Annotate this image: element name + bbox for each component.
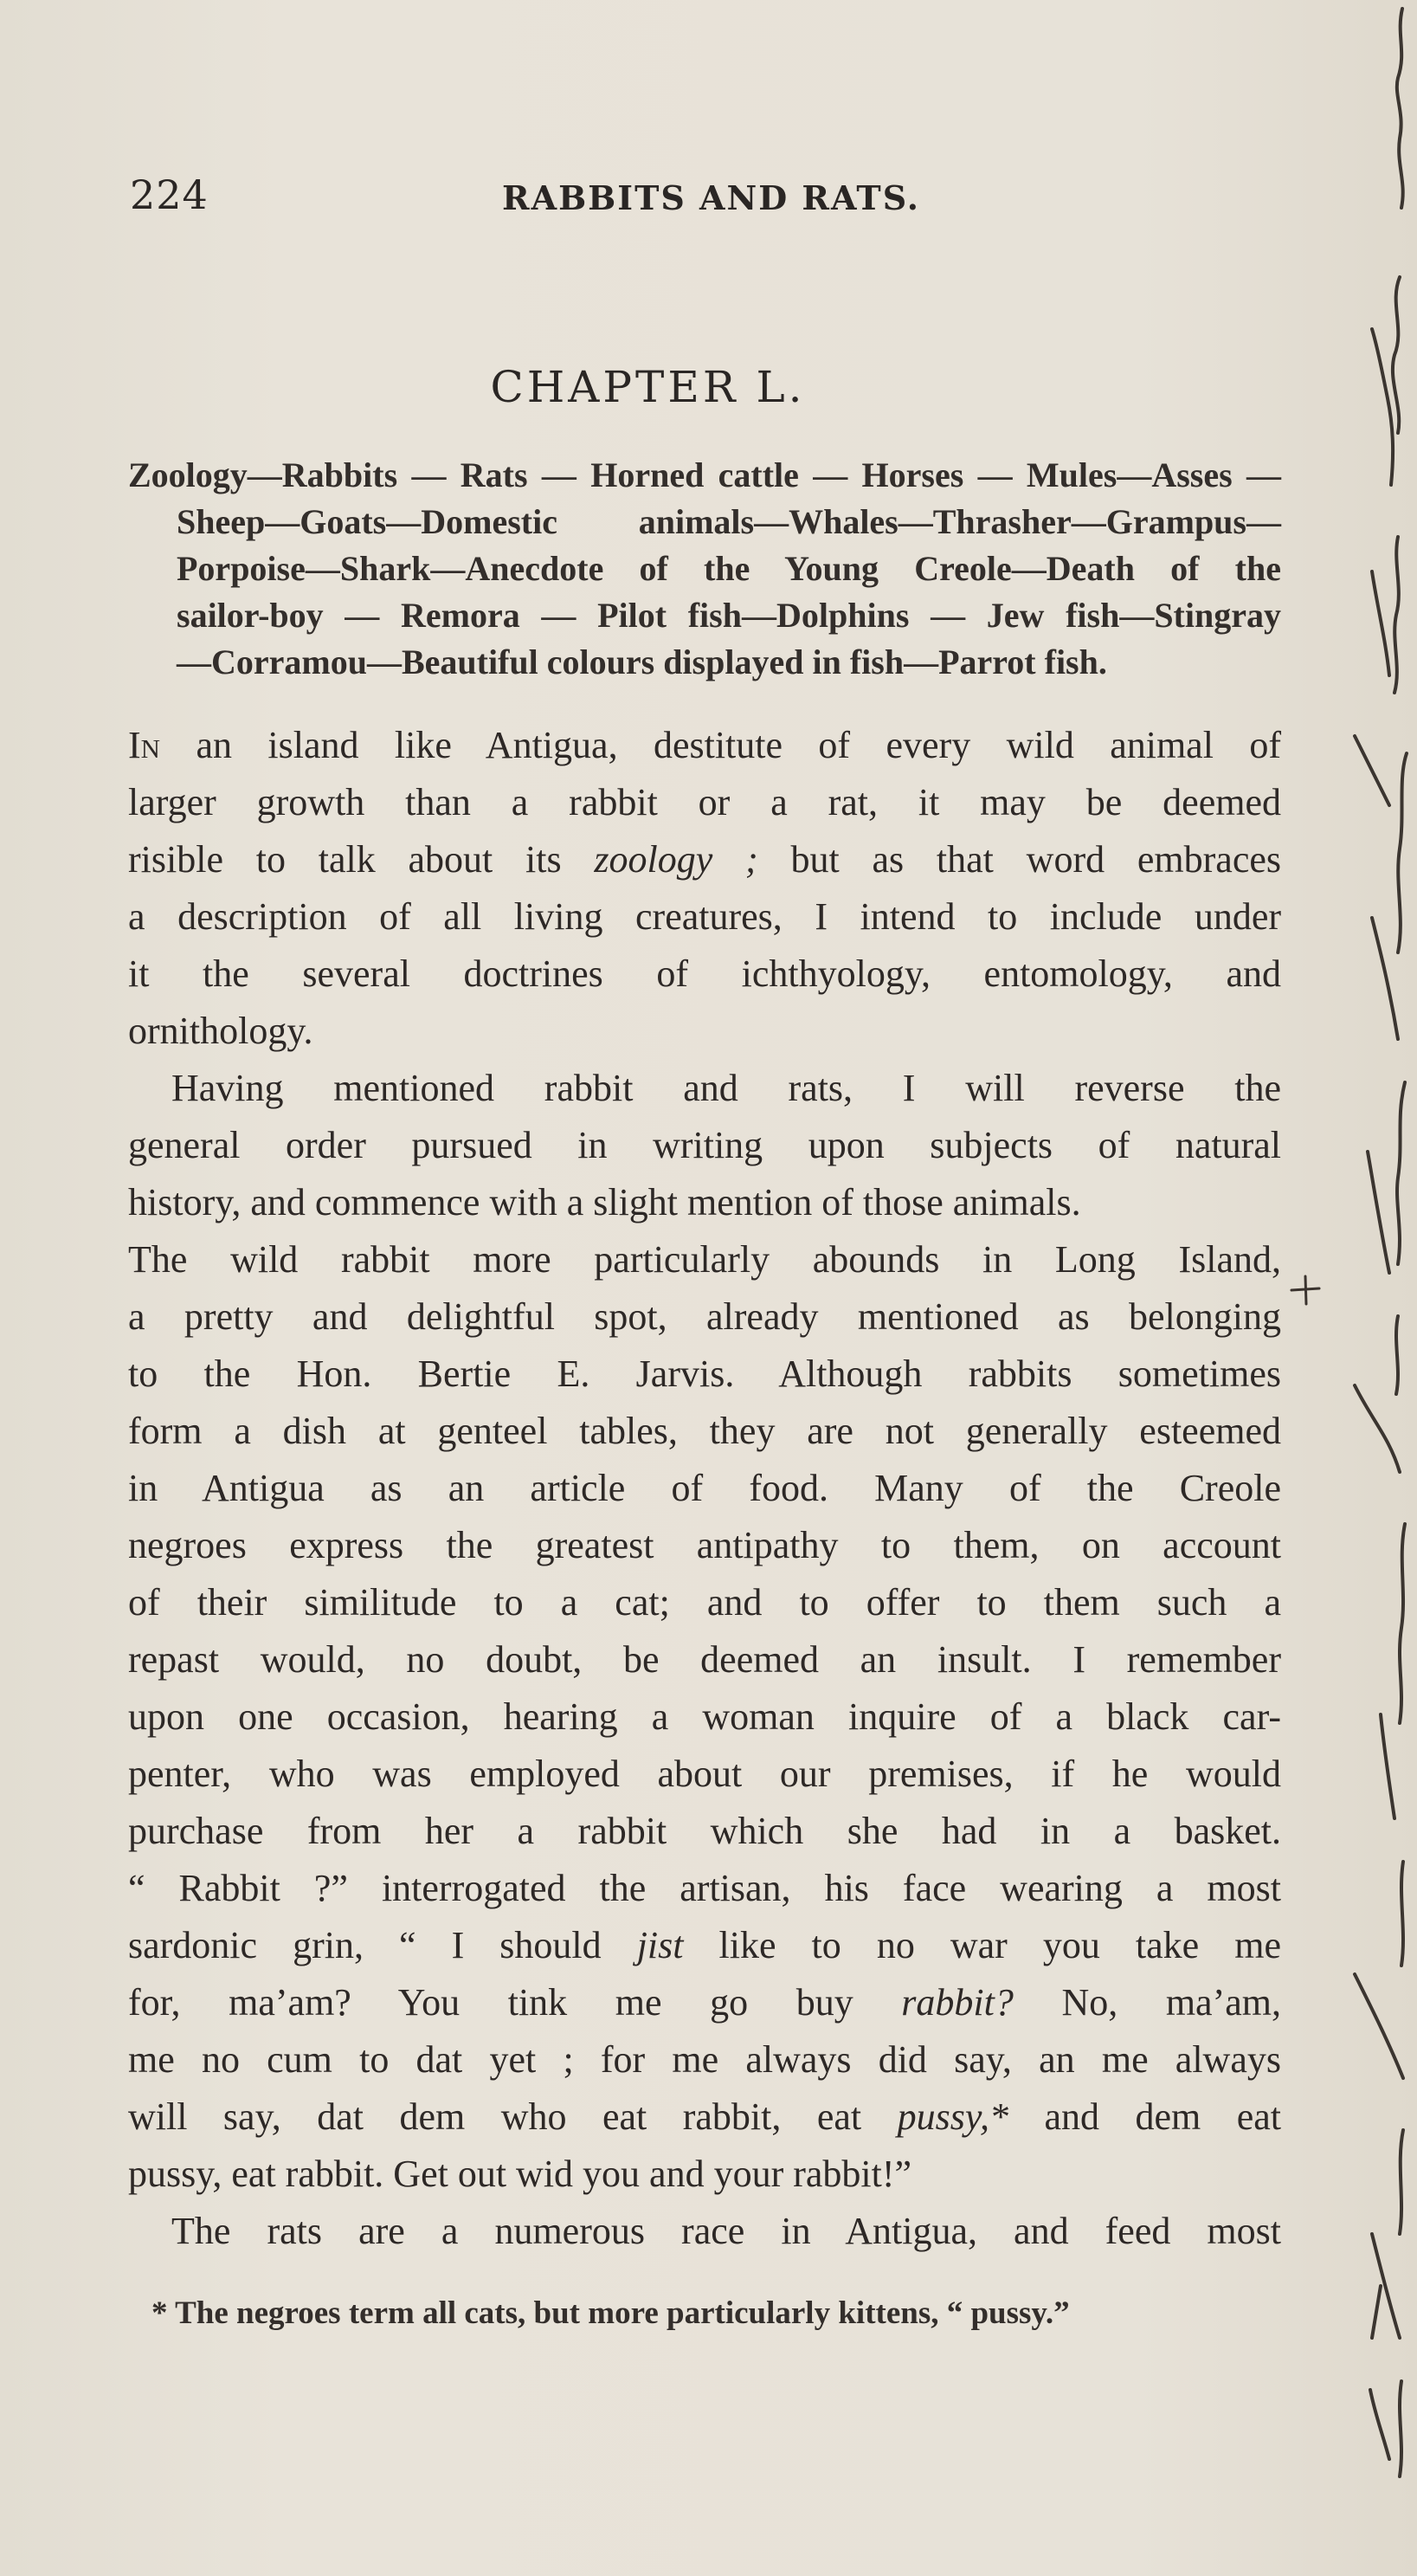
chapter-summary [128,452,1281,686]
body-line [128,1631,1281,1688]
body-line [128,1003,1281,1060]
summary-line: —Corramou—Beautiful colours displayed in fish—Parrot fish. [177,642,1107,681]
body-line [128,717,1281,774]
page-header [130,171,1281,223]
body-line-text: a description of all living creatures, I intend to include under [128,895,1281,938]
body-line-text: in Antigua as an article of food. Many of the Creole [128,1467,1281,1509]
body-line-text: sardonic grin, “ I should [128,1924,637,1966]
summary-line: Sheep—Goats—Domestic animals—Whales—Thrasher—Grampus— [177,502,1281,541]
body-line-text: penter, who was employed about our premises, if he would [128,1753,1281,1795]
body-line-text: history, and commence with a slight mention of those animals. [128,1181,1081,1223]
body-line-text: and dem eat [1008,2095,1281,2138]
body-line [128,1974,1281,2031]
body-line [128,1174,1281,1231]
body-line-text: to the Hon. Bertie E. Jarvis. Although rabbits sometimes [128,1353,1281,1395]
body-line [128,1346,1281,1403]
italic-word: pussy,* [897,2095,1008,2138]
body-line [128,774,1281,831]
summary-line: Porpoise—Shark—Anecdote of the Young Creole—Death of the [177,549,1281,588]
body-line-text: form a dish at genteel tables, they are not generally esteemed [128,1410,1281,1452]
body-line-text: No, ma’am, [1013,1981,1281,2024]
body-line [128,1574,1281,1631]
summary-line: Zoology—Rabbits — Rats — Horned cattle — Horses — Mules—Asses — [128,455,1281,494]
body-line [128,1860,1281,1917]
body-line [128,1117,1281,1174]
body-line [128,2146,1281,2203]
body-text [128,717,1281,2260]
body-line [128,2031,1281,2089]
body-line [128,1288,1281,1346]
body-line [128,2203,1281,2260]
body-line-text: for, ma’am? You tink me go buy [128,1981,902,2024]
body-line [128,1803,1281,1860]
summary-line: sailor-boy — Remora — Pilot fish—Dolphins — Jew fish—Stingray [177,596,1281,635]
body-line-text: “ Rabbit ?” interrogated the artisan, his face wearing a most [128,1867,1281,1909]
plus-mark-icon [1288,1273,1323,1307]
body-line [128,946,1281,1003]
body-line [128,2089,1281,2146]
body-line-text: of their similitude to a cat; and to offer to them such a [128,1581,1281,1624]
body-line-text: purchase from her a rabbit which she had in a basket. [128,1810,1281,1852]
body-line-text: like to no war you take me [683,1924,1281,1966]
body-line-text: pussy, eat rabbit. Get out wid you and your rabbit!” [128,2153,912,2195]
body-line-text: repast would, no doubt, be deemed an insult. I remember [128,1638,1281,1681]
italic-word: zoology ; [594,838,758,881]
body-line-text: but as that word embraces [757,838,1282,881]
body-line-text: ornithology. [128,1010,313,1052]
running-head: RABBITS AND RATS. [502,178,921,217]
body-line [128,1746,1281,1803]
footnote: * The negroes term all cats, but more particularly kittens, “ pussy.” [151,2295,1070,2331]
italic-word: jist [636,1924,684,1966]
drop-word: In [128,724,161,766]
body-line-text: an island like Antigua, destitute of every wild animal of [160,724,1281,766]
body-line [128,1517,1281,1574]
body-line [128,1231,1281,1288]
body-line-text: it the several doctrines of ichthyology, entomology, and [128,952,1281,995]
body-line-text: The rats are a numerous race in Antigua, and feed most [171,2210,1281,2252]
italic-word: rabbit? [901,1981,1014,2024]
page-number: 224 [130,171,209,218]
body-line [128,1917,1281,1974]
body-line [128,1688,1281,1746]
body-line [128,1403,1281,1460]
chapter-title: CHAPTER L. [490,362,806,412]
body-line-text: risible to talk about its [128,838,595,881]
body-line [128,888,1281,946]
body-line-text: will say, dat dem who eat rabbit, eat [128,2095,898,2138]
body-line [128,1460,1281,1517]
body-line-text: upon one occasion, hearing a woman inquire of a black car- [128,1695,1281,1738]
body-line-text: larger growth than a rabbit or a rat, it may be deemed [128,781,1281,823]
body-line-text: a pretty and delightful spot, already mentioned as belonging [128,1295,1281,1338]
body-line-text: Having mentioned rabbit and rats, I will reverse the [171,1067,1281,1109]
body-line-text: general order pursued in writing upon subjects of natural [128,1124,1281,1166]
body-line [128,1060,1281,1117]
body-line [128,831,1281,888]
body-line-text: me no cum to dat yet ; for me always did say, an me always [128,2038,1281,2081]
body-line-text: negroes express the greatest antipathy to them, on account [128,1524,1281,1566]
body-line-text: The wild rabbit more particularly abounds in Long Island, [128,1238,1281,1281]
handwriting-margin-icon [1320,0,1417,2576]
